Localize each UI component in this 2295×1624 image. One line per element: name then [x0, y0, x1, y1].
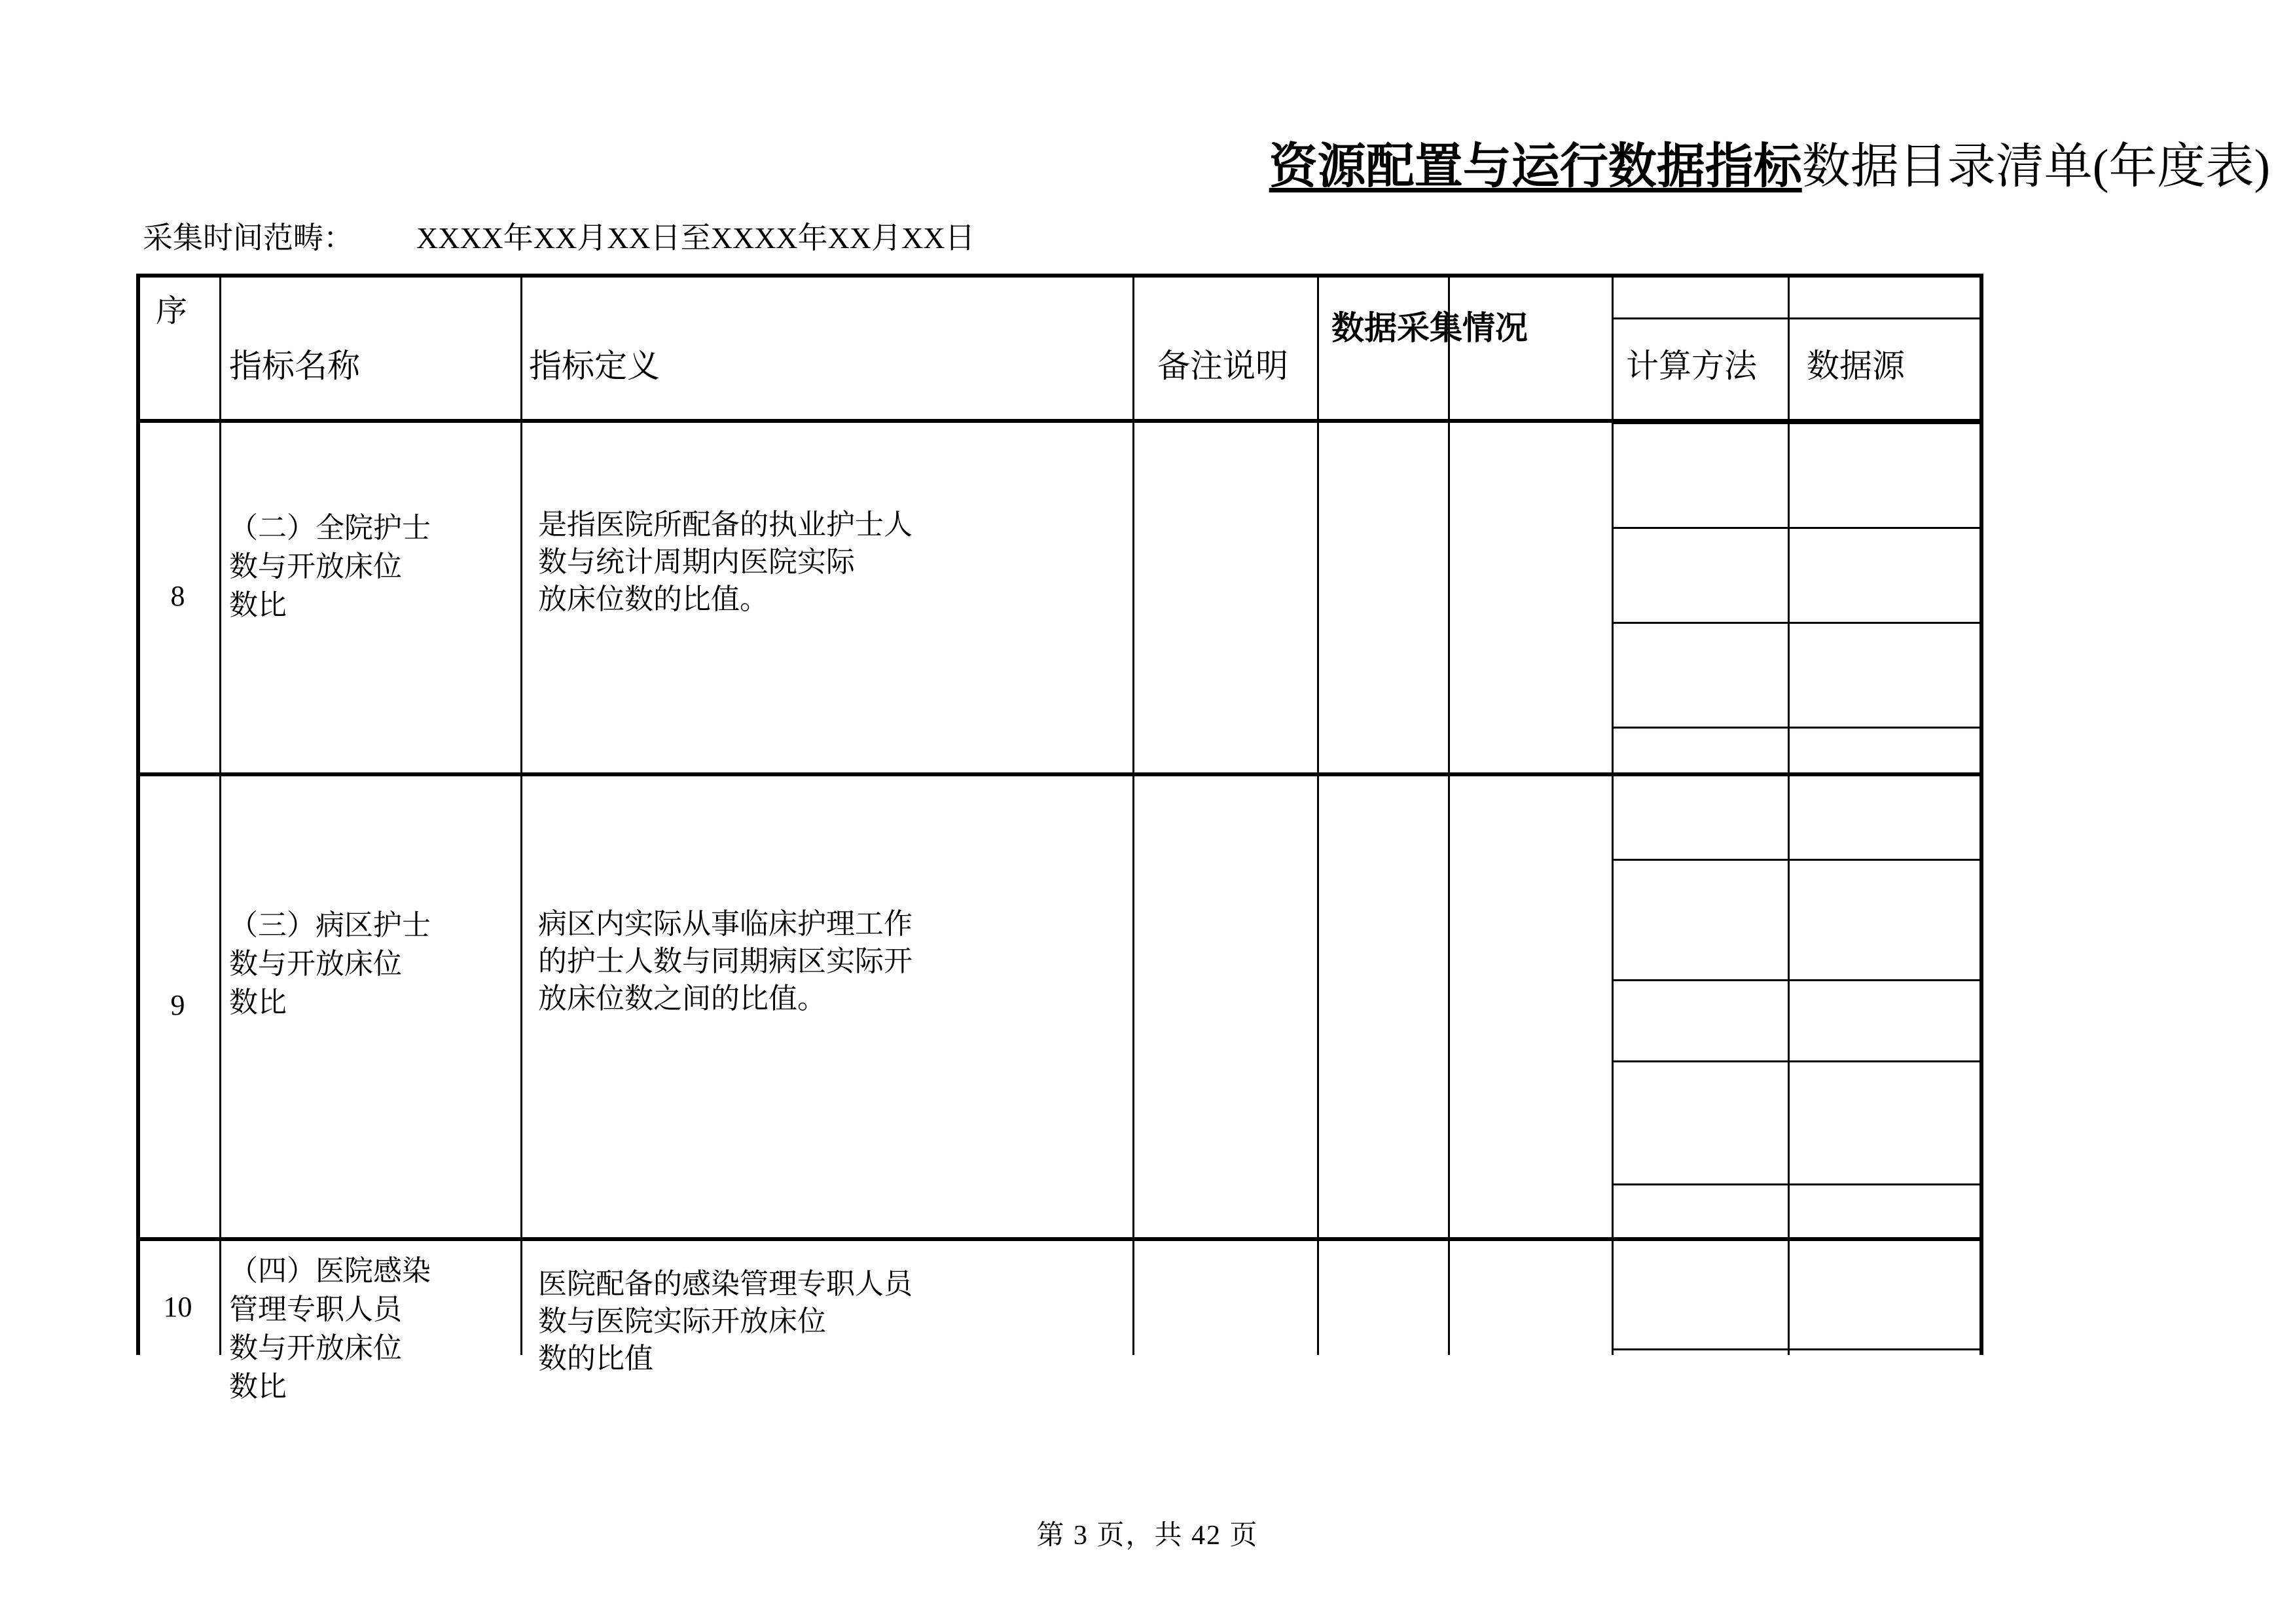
collection-period	[143, 223, 975, 254]
col-rule-4	[1317, 274, 1319, 1355]
subrow-rule-g	[1612, 979, 1983, 981]
header-indicator-name: 指标名称	[229, 348, 360, 384]
header-seq: 序	[156, 294, 188, 329]
data-catalog-table	[136, 274, 1983, 1403]
page-footer: 第 3 页，共 42 页	[1036, 1521, 1259, 1551]
col-rule-3	[1132, 274, 1134, 1355]
page-title	[0, 140, 2295, 194]
table-row-definition: 病区内实际从事临床护理工作 的护士人数与同期病区实际开 放床位数之间的比值。	[538, 908, 913, 1015]
table-border-right	[1979, 274, 1983, 1355]
subrow-rule-d	[1612, 622, 1983, 624]
table-row-indicator-name: （四）医院感染 管理专职人员 数与开放床位 数比	[229, 1255, 431, 1403]
subrow-rule-f	[1612, 859, 1983, 861]
subrow-rule-h	[1612, 1060, 1983, 1062]
table-row-seq: 8	[170, 579, 185, 612]
table-row-definition: 是指医院所配备的执业护士人 数与统计周期内医院实际 放床位数的比值。	[538, 509, 913, 616]
header-col7: 数据源	[1807, 348, 1905, 384]
page-title-emphasis: 资源配置与运行数据指标	[1269, 140, 1802, 194]
subrow-rule-i	[1612, 1183, 1983, 1185]
subrow-rule-b	[1612, 422, 1983, 424]
page-title-suffix: 数据目录清单(年度表)	[1801, 140, 2270, 194]
header-remark: 备注说明	[1157, 348, 1288, 384]
col-rule-5	[1448, 274, 1450, 1355]
subrow-rule-e	[1612, 727, 1983, 729]
collection-group-rule	[1317, 419, 1612, 423]
header-col6: 计算方法	[1626, 348, 1757, 384]
subrow-rule-c	[1612, 527, 1983, 529]
row8-bottom-rule	[136, 772, 1983, 776]
header-indicator-meaning: 指标定义	[529, 348, 660, 384]
row9-bottom-rule	[136, 1237, 1983, 1241]
table-border-top	[136, 274, 1983, 278]
col-rule-6	[1612, 274, 1614, 1355]
col-rule-2	[520, 274, 522, 1355]
table-row-indicator-name: （二）全院护士 数与开放床位 数比	[229, 512, 431, 621]
subrow-rule-a	[1612, 317, 1983, 319]
table-row-definition: 医院配备的感染管理专职人员 数与医院实际开放床位 数的比值	[538, 1268, 913, 1375]
subrow-rule-j	[1612, 1348, 1983, 1350]
table-row-seq: 10	[163, 1291, 192, 1323]
collection-period-value: XXXX年XX月XX日至XXXX年XX月XX日	[416, 221, 975, 255]
header-collection-group: 数据采集情况	[1331, 310, 1528, 346]
collection-period-label: 采集时间范畴：	[143, 221, 353, 255]
table-row-indicator-name: （三）病区护士 数与开放床位 数比	[229, 909, 431, 1019]
col-rule-7	[1788, 274, 1790, 1355]
col-rule-1	[219, 274, 221, 1355]
table-row-seq: 9	[170, 988, 185, 1021]
